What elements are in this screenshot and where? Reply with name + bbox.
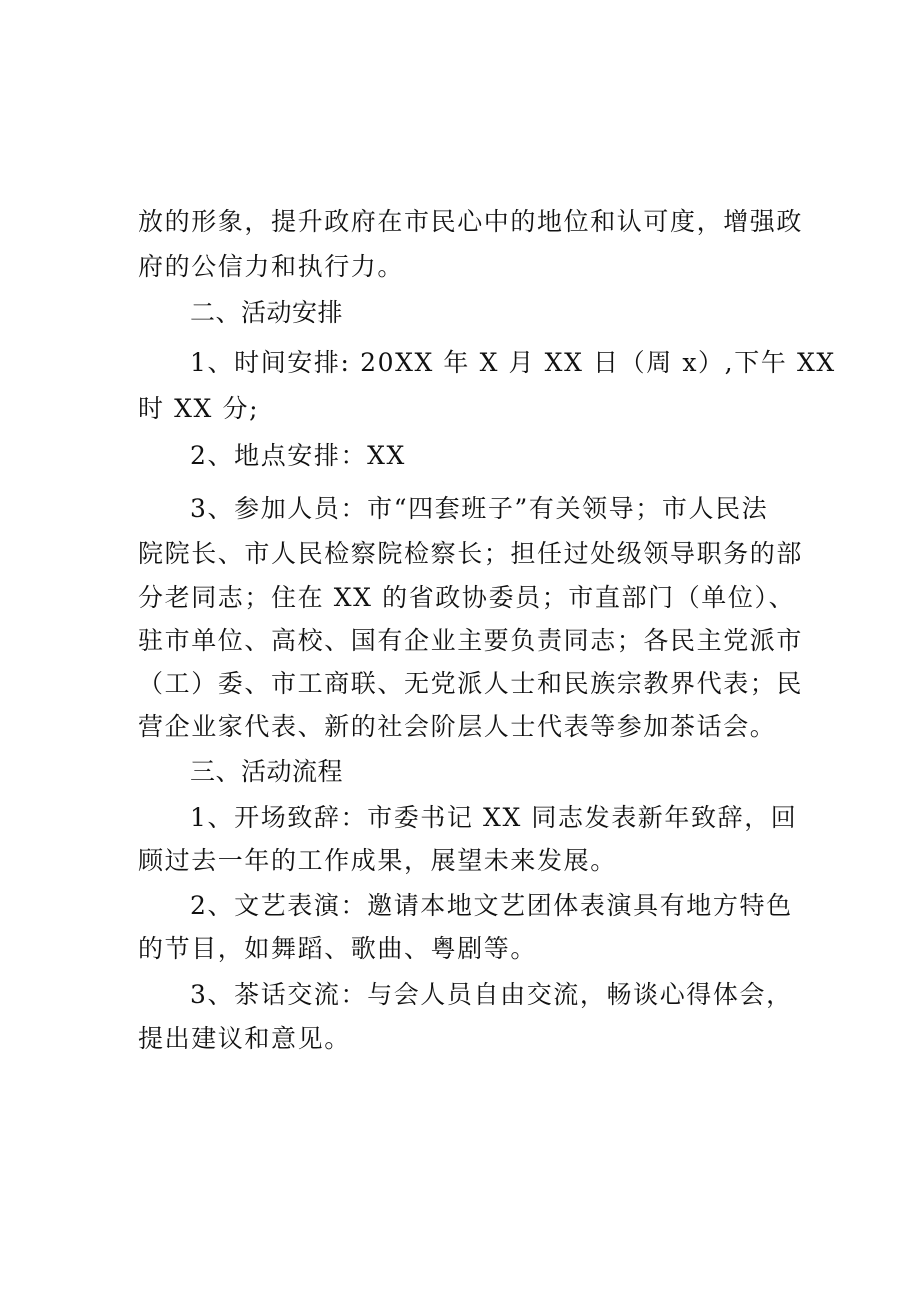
section-heading-activity-arrangement: 二、活动安排 <box>190 298 344 327</box>
paragraph-line: 1、开场致辞：市委书记 XX 同志发表新年致辞，回 <box>190 803 798 832</box>
paragraph-line: 2、文艺表演：邀请本地文艺团体表演具有地方特色 <box>190 891 793 920</box>
paragraph-line: 3、参加人员：市“四套班子”有关领导；市人民法 <box>190 494 769 523</box>
paragraph-line: 分老同志；住在 XX 的省政协委员；市直部门（单位）、 <box>138 583 796 612</box>
paragraph-line: 2、地点安排：XX <box>190 441 406 470</box>
paragraph-line: 时 XX 分; <box>138 394 260 423</box>
paragraph-line: （工）委、市工商联、无党派人士和民族宗教界代表；民 <box>138 669 804 698</box>
paragraph-line: 的节目，如舞蹈、歌曲、粤剧等。 <box>138 934 538 963</box>
paragraph-line: 顾过去一年的工作成果，展望未来发展。 <box>138 846 617 875</box>
paragraph-line: 府的公信力和执行力。 <box>138 252 405 281</box>
paragraph-line: 1、时间安排: 20XX 年 X 月 XX 日（周 x）,下午 XX <box>190 348 836 377</box>
paragraph-line: 院院长、市人民检察院检察长；担任过处级领导职务的部 <box>138 539 804 568</box>
section-heading-activity-process: 三、活动流程 <box>190 757 344 786</box>
paragraph-line: 3、茶话交流：与会人员自由交流，畅谈心得体会， <box>190 980 793 1009</box>
paragraph-line: 提出建议和意见。 <box>138 1024 351 1053</box>
paragraph-line: 驻市单位、高校、国有企业主要负责同志；各民主党派市 <box>138 626 804 655</box>
paragraph-line: 营企业家代表、新的社会阶层人士代表等参加茶话会。 <box>138 712 777 741</box>
paragraph-line: 放的形象，提升政府在市民心中的地位和认可度，增强政 <box>138 207 804 236</box>
